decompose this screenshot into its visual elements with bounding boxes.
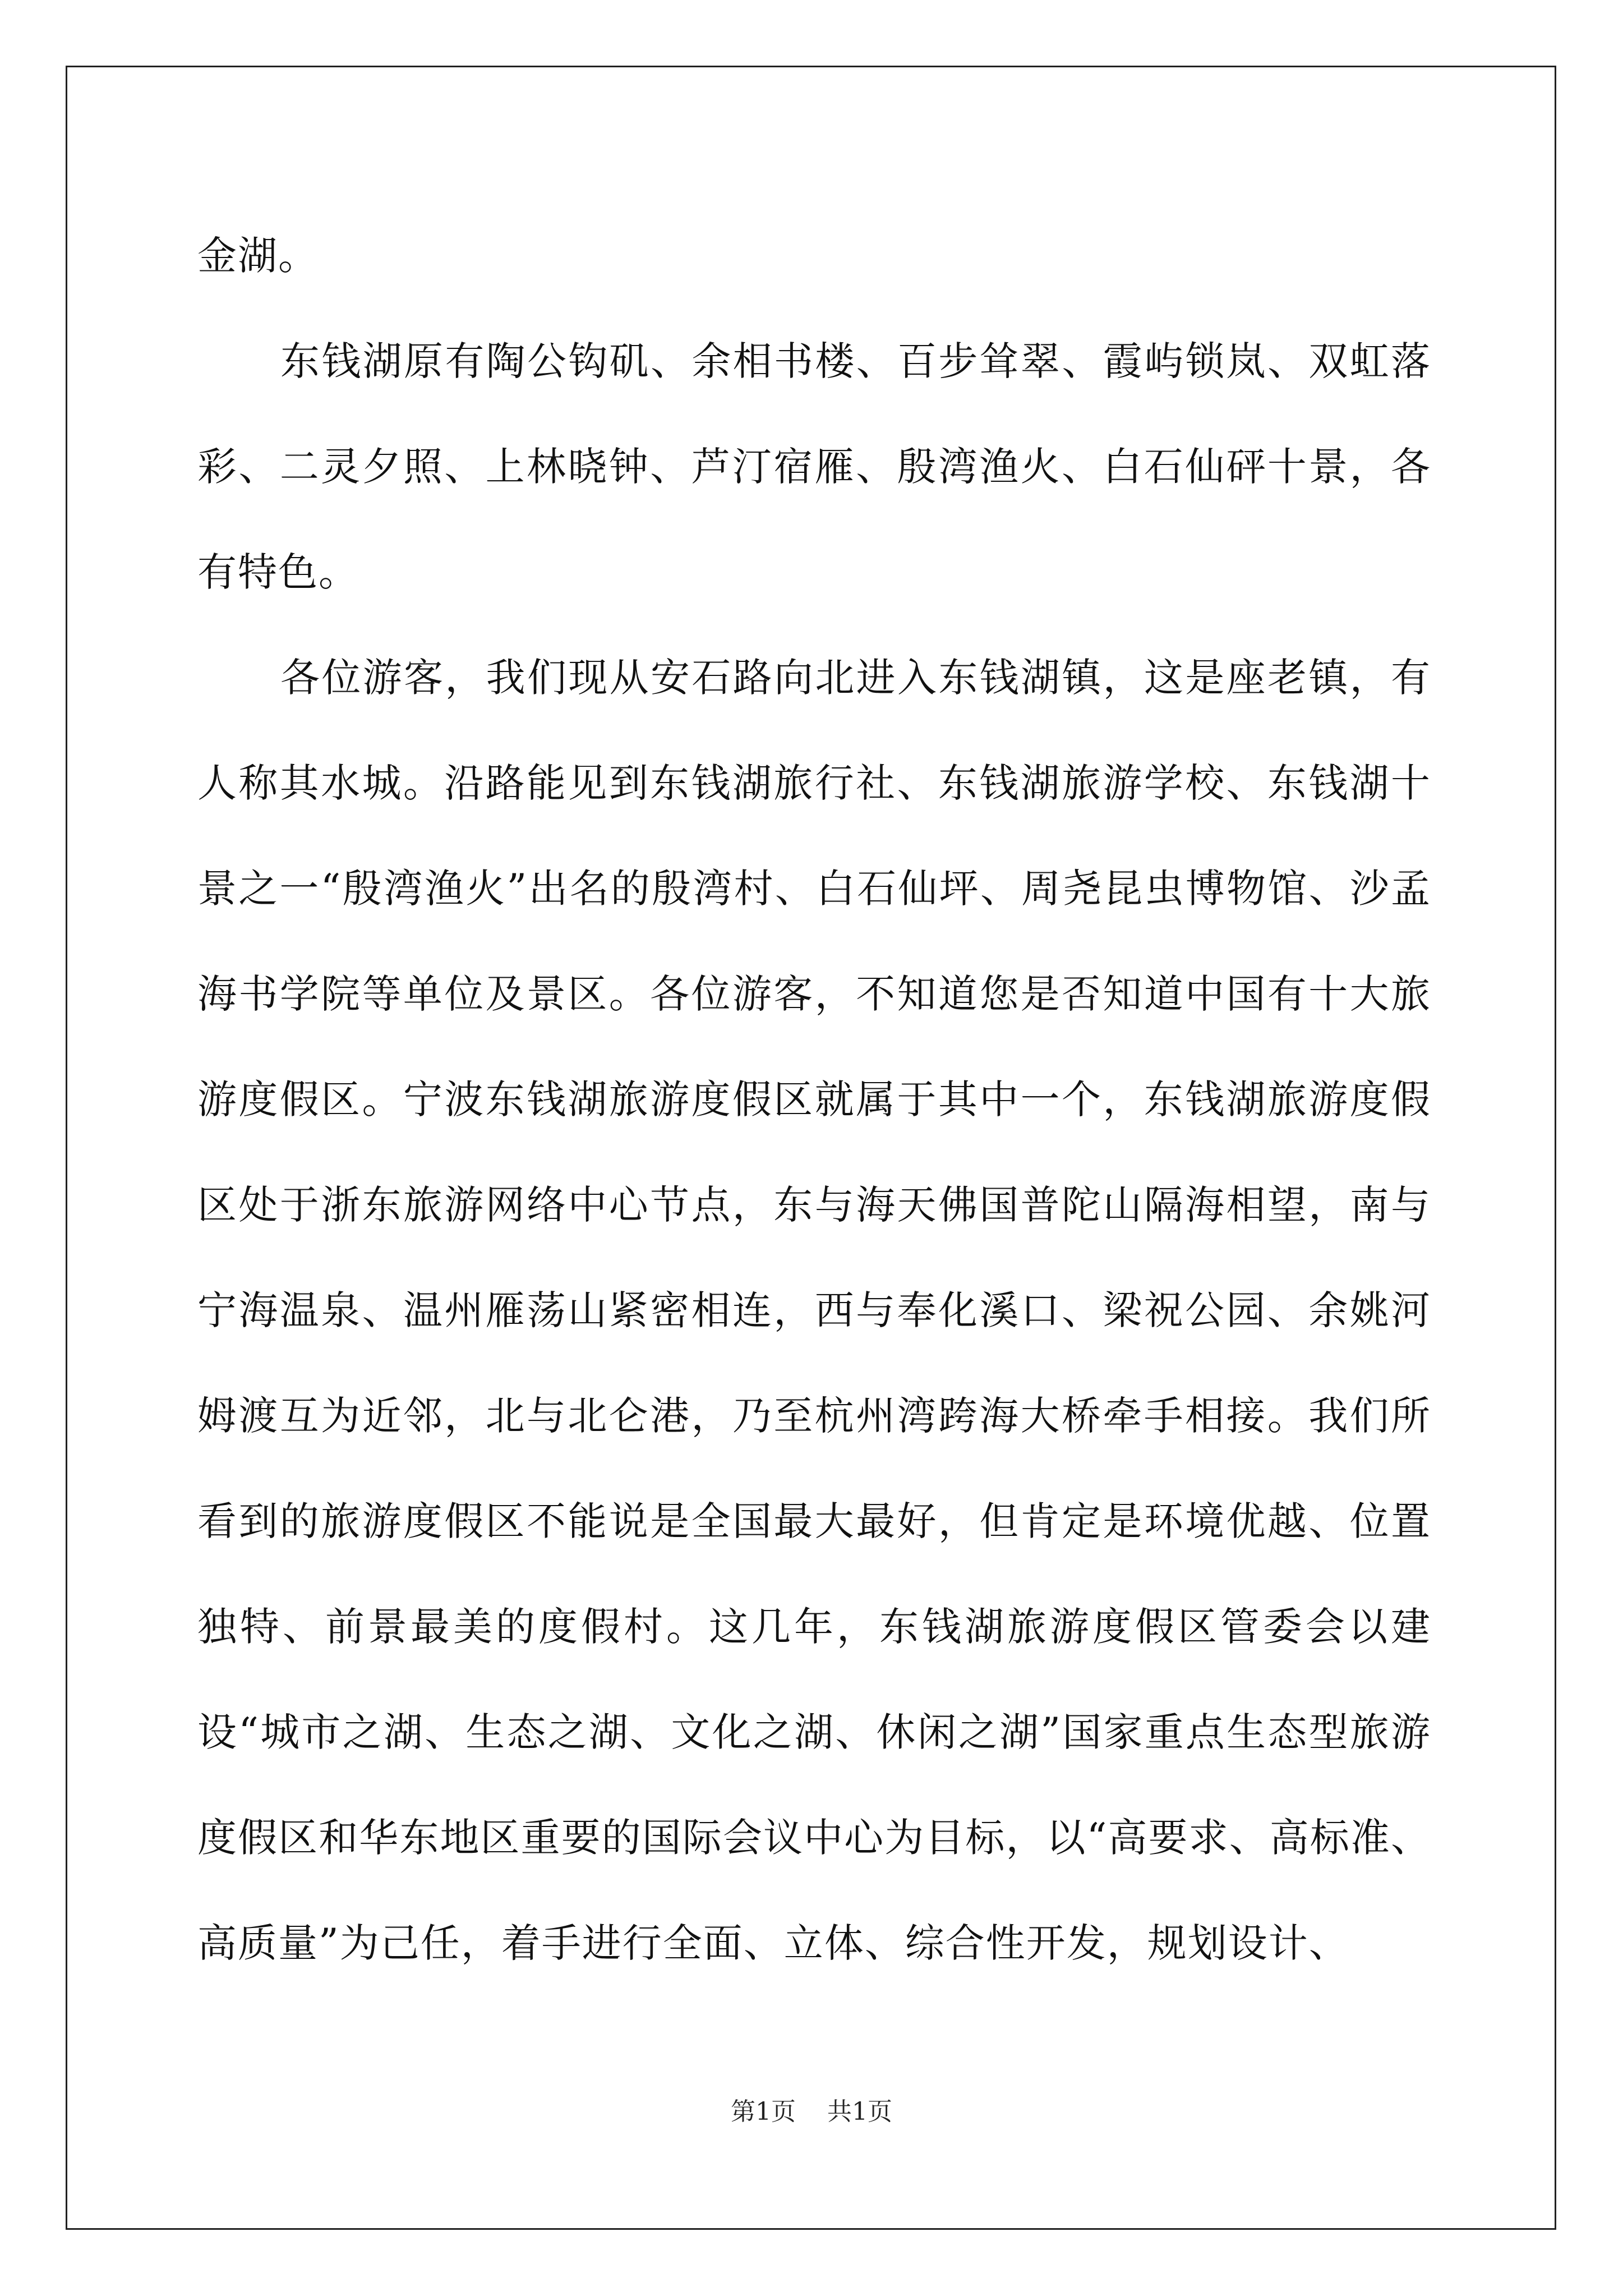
paragraph-2: 东钱湖原有陶公钩矶、余相书楼、百步耸翠、霞屿锁岚、双虹落彩、二灵夕照、上林晓钟、芦汀宿雁、殷湾渔火、白石仙砰十景，各有特色。: [197, 338, 1431, 595]
page-footer: [0, 2095, 1623, 2129]
paragraph-3: 各位游客，我们现从安石路向北进入东钱湖镇，这是座老镇，有人称其水城。沿路能见到东钱湖旅行社、东钱湖旅游学校、东钱湖十景之一“殷湾渔火”出名的殷湾村、白石仙坪、周尧昆虫博物馆、沙孟海书学院等单位及景区。各位游客，不知道您是否知道中国有十大旅游度假区。宁波东钱湖旅游度假区就属于其中一个，东钱湖旅游度假区处于浙东旅游网络中心节点，东与海天佛国普陀山隔海相望，南与宁海温泉、温州雁荡山紧密相连，西与奉化溪口、梁祝公园、余姚河姆渡互为近邻，北与北仑港，乃至杭州湾跨海大桥牵手相接。我们所看到的旅游度假区不能说是全国最大最好，但肯定是环境优越、位置独特、前景最美的度假村。这几年，东钱湖旅游度假区管委会以建设“城市之湖、生态之湖、文化之湖、休闲之湖”国家重点生态型旅游度假区和华东地区重要的国际会议中心为目标，以“高要求、高标准、高质量”为己任，着手进行全面、立体、综合性开发，规划设计、: [197, 655, 1431, 1966]
page-number: 第1页: [731, 2097, 796, 2126]
page-total: 共1页: [827, 2097, 892, 2126]
paragraph-1: 金湖。: [197, 233, 319, 279]
document-body: [197, 203, 1431, 1996]
